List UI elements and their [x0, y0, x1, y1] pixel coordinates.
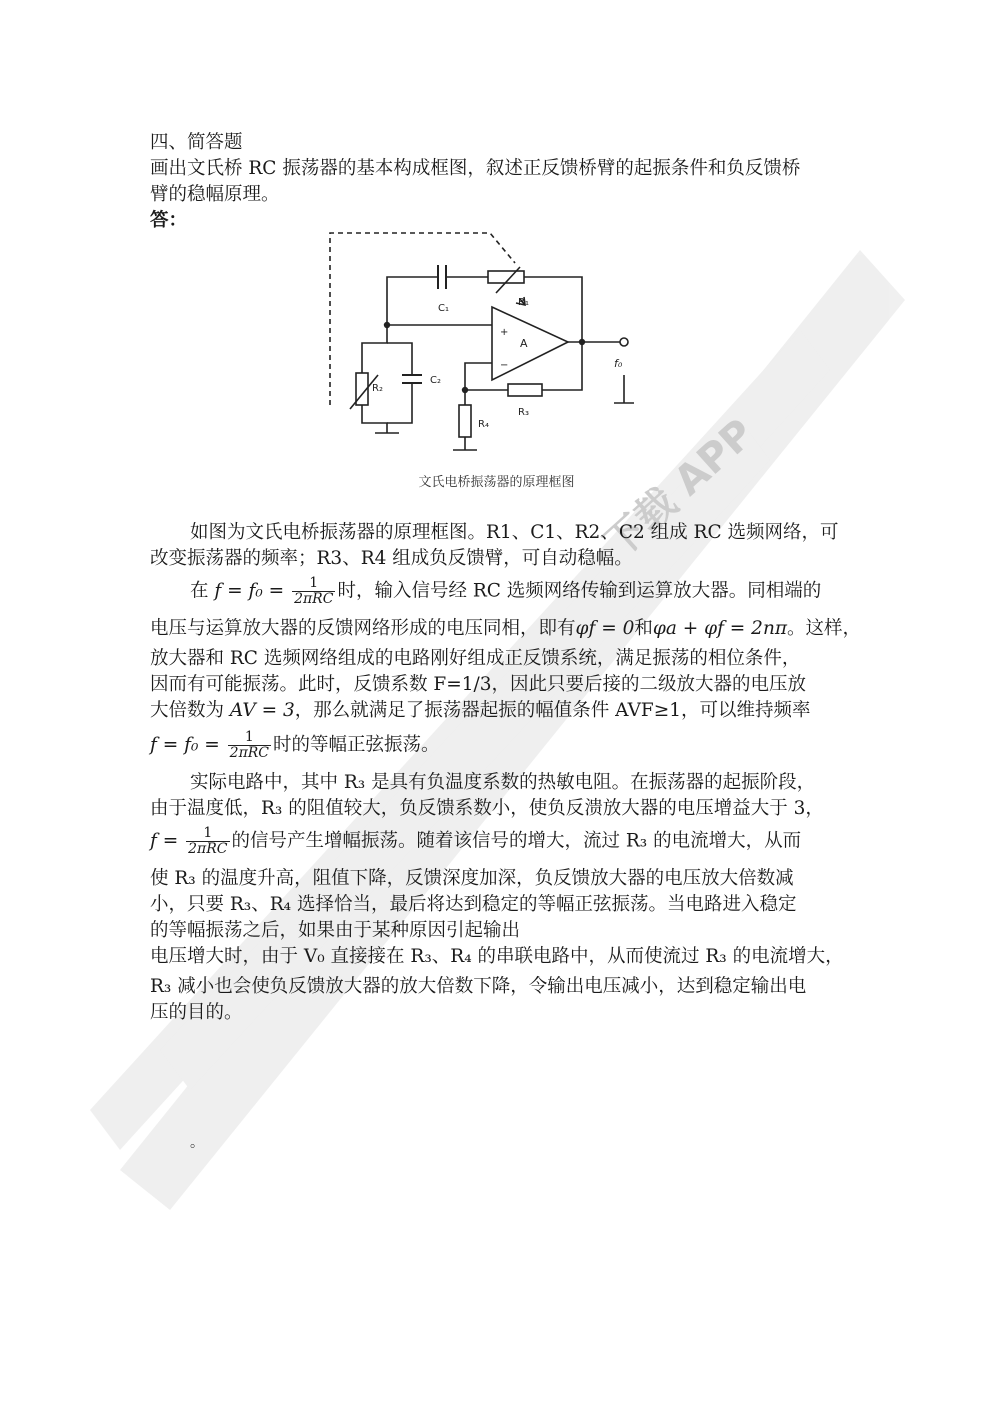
- label-r2: R₂: [372, 383, 383, 394]
- answer-line: f = f₀ = $\frac{1}{\text{2πRC}}$ 时的等幅正弦振荡。: [150, 729, 440, 761]
- wire: [542, 342, 582, 390]
- equation: f =: [150, 830, 179, 852]
- junction-dot: [579, 339, 585, 345]
- label-r1: R₁: [518, 297, 529, 308]
- equation: φa + φf = 2nπ: [652, 618, 788, 639]
- answer-line: 如图为文氏电桥振荡器的原理框图。R1、C1、R2、C2 组成 RC 选频网络，可: [190, 522, 839, 543]
- answer-line: 改变振荡器的频率；R3、R4 组成负反馈臂，可自动稳幅。: [150, 548, 633, 569]
- wien-bridge-circuit-diagram: [320, 225, 650, 465]
- fraction: $\frac{1}{\text{2πRC}}$: [229, 729, 270, 761]
- figure-caption: 文氏电桥振荡器的原理框图: [418, 475, 575, 490]
- answer-line: 的等幅振荡之后，如果由于某种原因引起输出: [150, 920, 521, 941]
- ground-symbol: [614, 375, 634, 403]
- answer-line: f = $\frac{1}{\text{2πRC}}$ 的信号产生增幅振荡。随着该信号的增大，流过 R₃ 的电流增大，从而: [150, 825, 802, 857]
- junction-dot: [384, 322, 390, 328]
- trailing-mark: 。: [190, 1135, 204, 1151]
- answer-line: 由于温度低，R₃ 的阻值较大，负反馈系数小，使负反溃放大器的电压增益大于 3，: [150, 798, 824, 819]
- answer-line: R₃ 减小也会使负反馈放大器的放大倍数下降，令输出电压减小，达到稳定输出电: [150, 976, 807, 997]
- ground-symbol: [453, 437, 477, 450]
- equation: AV = 3: [229, 700, 295, 721]
- label-r4: R₄: [478, 419, 489, 430]
- label-c1: C₁: [438, 303, 449, 314]
- label-minus: −: [500, 360, 509, 371]
- output-terminal: [620, 338, 628, 346]
- answer-line: 使 R₃ 的温度升高，阻值下降，反馈深度加深，负反馈放大器的电压放大倍数减: [150, 868, 794, 889]
- watermark-text: 下载 APP: [595, 410, 764, 568]
- answer-line: 压的目的。: [150, 1002, 243, 1023]
- answer-line: 在 f = f₀ = $\frac{1}{\text{2πRC}}$ 时，输入信号经 RC 选频网络传输到运算放大器。同相端的: [190, 575, 822, 607]
- wire: [387, 277, 438, 325]
- wire: [524, 277, 582, 342]
- label-amp: A: [520, 337, 528, 350]
- wire: [362, 405, 387, 433]
- equation: f = f₀ =: [150, 734, 220, 756]
- fraction: $\frac{1}{\text{2πRC}}$: [188, 825, 228, 857]
- answer-line: 电压与运算放大器的反馈网络形成的电压同相，即有φf = 0和φa + φf = 2nπ。这样，: [150, 618, 862, 639]
- label-c2: C₂: [430, 375, 441, 386]
- answer-line: 实际电路中，其中 R₃ 是具有负温度系数的热敏电阻。在振荡器的起振阶段，: [190, 772, 816, 793]
- label-r3: R₃: [518, 407, 529, 418]
- junction-dot: [462, 387, 468, 393]
- equation: φf = 0: [575, 618, 635, 639]
- capacitor-c2: [402, 375, 422, 383]
- label-plus: +: [500, 327, 509, 338]
- wire: [387, 343, 412, 375]
- answer-line: 因而有可能振荡。此时，反馈系数 F=1/3，因此只要后接的二级放大器的电压放: [150, 674, 806, 695]
- resistor-r4: [459, 405, 471, 437]
- capacitor-c1: [438, 265, 446, 289]
- answer-line: 放大器和 RC 选频网络组成的电路刚好组成正反馈系统，满足振荡的相位条件，: [150, 648, 801, 669]
- answer-label: 答：: [150, 210, 188, 231]
- answer-line: 大倍数为 AV = 3，那么就满足了振荡器起振的幅值条件 AVF≥1，可以维持频率: [150, 700, 811, 721]
- wire: [387, 383, 412, 423]
- equation: f = f₀ =: [214, 580, 285, 602]
- section-heading: 四、简答题: [150, 132, 243, 153]
- label-output: f₀: [614, 357, 623, 370]
- question-text-line: 画出文氏桥 RC 振荡器的基本构成框图，叙述正反馈桥臂的起振条件和负反馈桥: [150, 158, 801, 179]
- question-text-line: 臂的稳幅原理。: [150, 184, 280, 205]
- fraction: $\frac{1}{\text{2πRC}}$: [294, 575, 334, 607]
- dashed-adjust-link: [330, 233, 515, 405]
- resistor-r3: [508, 384, 542, 396]
- answer-line: 电压增大时，由于 V₀ 直接接在 R₃、R₄ 的串联电路中，从而使流过 R₃ 的电流增大，: [150, 946, 844, 967]
- wire: [362, 325, 387, 373]
- answer-line: 小，只要 R₃、R₄ 选择恰当，最后将达到稳定的等幅正弦振荡。当电路进入稳定: [150, 894, 797, 915]
